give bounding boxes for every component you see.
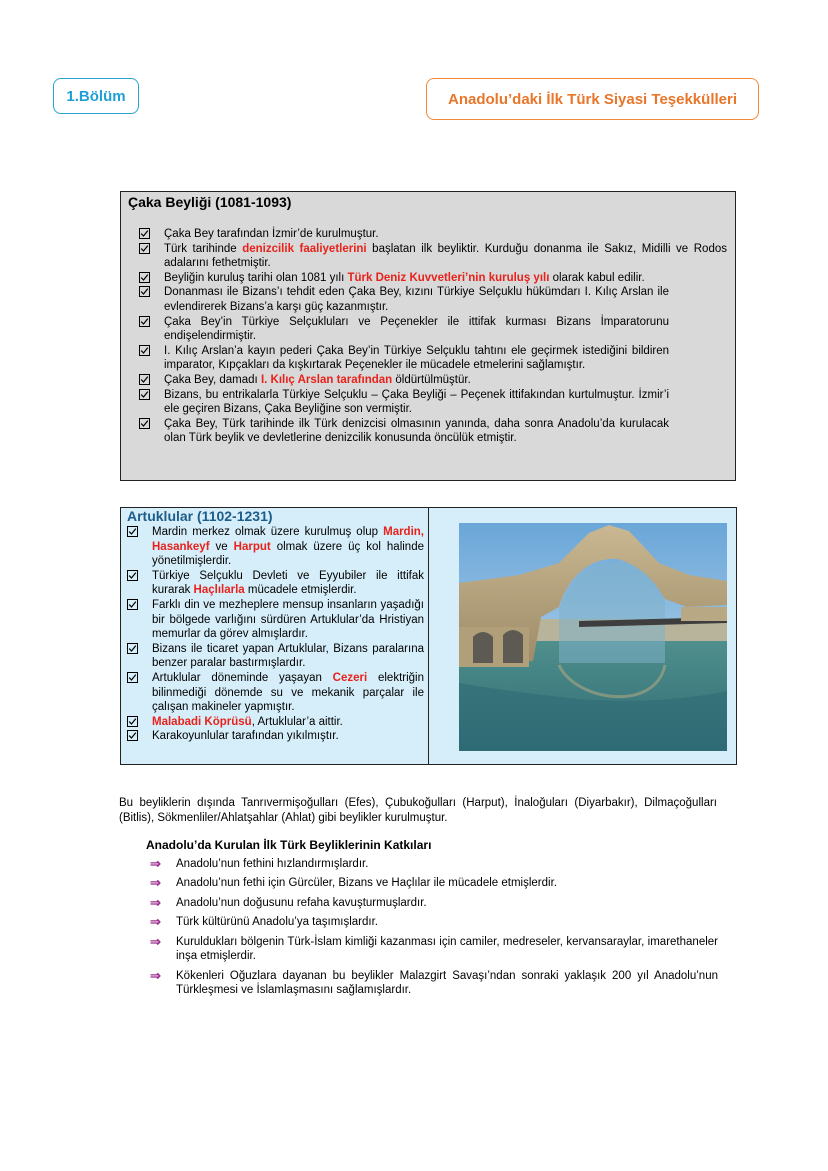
item-text: Farklı din ve mezheplere mensup insanların yaşadığı bir bölgede varlığını sürdüren Artuklular’da Hristiyan memurlar da görev almışlardır. [152, 598, 424, 641]
list-item [150, 935, 718, 964]
artuklular-title: Artuklular (1102-1231) [127, 508, 273, 524]
artuklular-list [127, 525, 424, 744]
list-item [127, 715, 424, 730]
highlight-text: denizcilik faaliyetlerini [242, 242, 367, 255]
list-item [150, 876, 718, 891]
list-item [127, 598, 424, 642]
item-text: Artuklular döneminde yaşayan [152, 671, 333, 684]
list-item [127, 569, 424, 598]
highlight-text: Harput [233, 540, 271, 553]
item-text: Bizans, bu entrikalarla Türkiye Selçuklu – Çaka Beyliği – Peçenek ittifakından kurtulmuştur. İzmir’i ele geçiren Bizans, Çaka Beyliğine son vermiştir. [164, 388, 669, 416]
highlight-text: Cezeri [332, 671, 368, 684]
item-text: Bizans ile ticaret yapan Artuklular, Bizans paralarına benzer paralar bastırmışlardır. [152, 642, 424, 670]
topic-tag: Anadolu’daki İlk Türk Siyasi Teşekkülleri [426, 78, 759, 120]
item-text: olmak üzere üç kol halinde yönetilmişlerdir. [152, 540, 424, 568]
highlight-text: Haçlılarla [193, 584, 245, 597]
item-text: mücadele etmişlerdir. [244, 584, 357, 597]
list-item [128, 271, 727, 286]
checkbox-icon [127, 729, 141, 743]
item-text: , Artuklular’a aittir. [251, 715, 343, 728]
list-item [128, 373, 727, 388]
list-item [150, 896, 718, 911]
item-text: Kuruldukları bölgenin Türk-İslam kimliği kazanması için camiler, medreseler, kervansaraylar, imarethaneler inşa etmişlerdir. [176, 935, 718, 963]
checkbox-icon [127, 569, 141, 583]
item-text: Anadolu’nun doğusunu refaha kavuşturmuşlardır. [176, 896, 427, 909]
item-text: Çaka Bey tarafından İzmir’de kurulmuştur. [164, 228, 379, 240]
arrow-icon: ⇒ [150, 933, 161, 949]
arrow-icon: ⇒ [150, 894, 161, 910]
item-text: olarak kabul edilir. [549, 271, 645, 284]
item-text: Türk tarihinde [164, 242, 243, 255]
bridge-illustration [459, 523, 727, 751]
checkbox-icon [139, 315, 153, 329]
item-text: Çaka Bey, Türk tarihinde ilk Türk denizcisi olmasının yanında, daha sonra Anadolu’da kurulacak olan Türk beylik ve devletlerine denizcilik konusunda öncülük etmiştir. [164, 417, 669, 445]
item-text: elektriğin bilinmediği dönemde su ve mekanik parçalar ile çalışan makineler yapmıştır. [152, 671, 424, 714]
list-item [128, 285, 727, 314]
checkbox-icon [139, 417, 153, 431]
item-text: Çaka Bey’in Türkiye Selçukluları ve Peçenekler ile ittifak kurması Bizans İmparatorunu endişelendirmiştir. [164, 315, 669, 343]
item-text: Mardin merkez olmak üzere kurulmuş olup [152, 526, 384, 538]
list-item [128, 227, 727, 242]
highlight-text: Mardin, Hasankeyf [152, 526, 424, 553]
checkbox-icon [139, 227, 153, 241]
artuklular-text-column [121, 508, 429, 764]
arrow-icon: ⇒ [150, 856, 161, 871]
checkbox-icon [139, 271, 153, 285]
highlight-text: Türk Deniz Kuvvetleri’nin kuruluş yılı [347, 271, 550, 284]
caka-title: Çaka Beyliği (1081-1093) [128, 194, 292, 210]
list-item [150, 969, 718, 998]
list-item [150, 915, 718, 930]
checkbox-icon [127, 525, 141, 539]
arrow-icon: ⇒ [150, 875, 161, 891]
highlight-text: I. Kılıç Arslan tarafından [260, 373, 393, 386]
checkbox-icon [127, 715, 141, 729]
chapter-tag: 1.Bölüm [53, 78, 139, 114]
list-item [128, 344, 727, 373]
item-text: Çaka Bey, damadı [164, 373, 261, 386]
contributions-list [150, 857, 718, 1003]
contributions-title: Anadolu’da Kurulan İlk Türk Beyliklerinin Katkıları [146, 838, 432, 852]
item-text: Anadolu’nun fethi için Gürcüler, Bizans ve Haçlılar ile mücadele etmişlerdir. [176, 877, 557, 890]
item-text: Türkiye Selçuklu Devleti ve Eyyubiler ile ittifak kurarak [152, 569, 424, 597]
item-text: öldürtülmüştür. [392, 373, 471, 386]
checkbox-icon [139, 344, 153, 358]
list-item [127, 525, 424, 569]
item-text: Beyliğin kuruluş tarihi olan 1081 yılı [164, 271, 348, 284]
list-item [128, 242, 727, 271]
item-text: Türk kültürünü Anadolu’ya taşımışlardır. [176, 916, 378, 929]
list-item [127, 671, 424, 715]
item-text: Donanması ile Bizans’ı tehdit eden Çaka Bey, kızını Türkiye Selçuklu hükümdarı I. Kılıç Arslan ile evlendirerek Bizans’a karşı güç kazanmıştır. [164, 286, 669, 313]
caka-list [128, 227, 727, 446]
checkbox-icon [139, 373, 153, 387]
item-text: Karakoyunlular tarafından yıkılmıştır. [152, 730, 339, 743]
highlight-text: Malabadi Köprüsü [152, 715, 252, 728]
list-item [127, 729, 424, 744]
checkbox-icon [139, 242, 153, 256]
malabadi-bridge-photo [459, 523, 727, 751]
item-text: I. Kılıç Arslan’a kayın pederi Çaka Bey’in Türkiye Selçuklu tahtını ele geçirmek istediğini bildiren imparator, Kıpçakları da kışkırtarak Peçenekler ile mücadele etmelerini sağlamıştır. [164, 344, 669, 372]
arrow-icon: ⇒ [150, 914, 161, 930]
list-item [128, 388, 727, 417]
item-text: ve [209, 540, 234, 553]
checkbox-icon [127, 598, 141, 612]
artuklular-box [120, 507, 737, 765]
list-item [128, 315, 727, 344]
checkbox-icon [127, 642, 141, 656]
item-text: Anadolu’nun fethini hızlandırmışlardır. [176, 858, 369, 870]
checkbox-icon [139, 388, 153, 402]
list-item [128, 417, 727, 446]
other-beyliks-paragraph: Bu beyliklerin dışında Tanrıvermişoğulları (Efes), Çubukoğulları (Harput), İnaloğuları (Diyarbakır), Dilmaçoğulları (Bitlis), Sökmenliler/Ahlatşahlar (Ahlat) gibi beylikler kurulmuştur. [119, 797, 717, 824]
list-item [127, 642, 424, 671]
arrow-icon: ⇒ [150, 967, 161, 983]
list-item [150, 857, 718, 872]
caka-box [120, 191, 736, 481]
item-text: Kökenleri Oğuzlara dayanan bu beylikler Malazgirt Savaşı’ndan sonraki yaklaşık 200 yıl Anadolu’nun Türkleşmesi ve İslamlaşmasını sağlamışlardır. [176, 969, 718, 997]
checkbox-icon [127, 671, 141, 685]
item-text: başlatan ilk beyliktir. Kurduğu donanma ile Sakız, Midilli ve Rodos adalarını fethetmiştir. [164, 242, 727, 270]
checkbox-icon [139, 285, 153, 299]
